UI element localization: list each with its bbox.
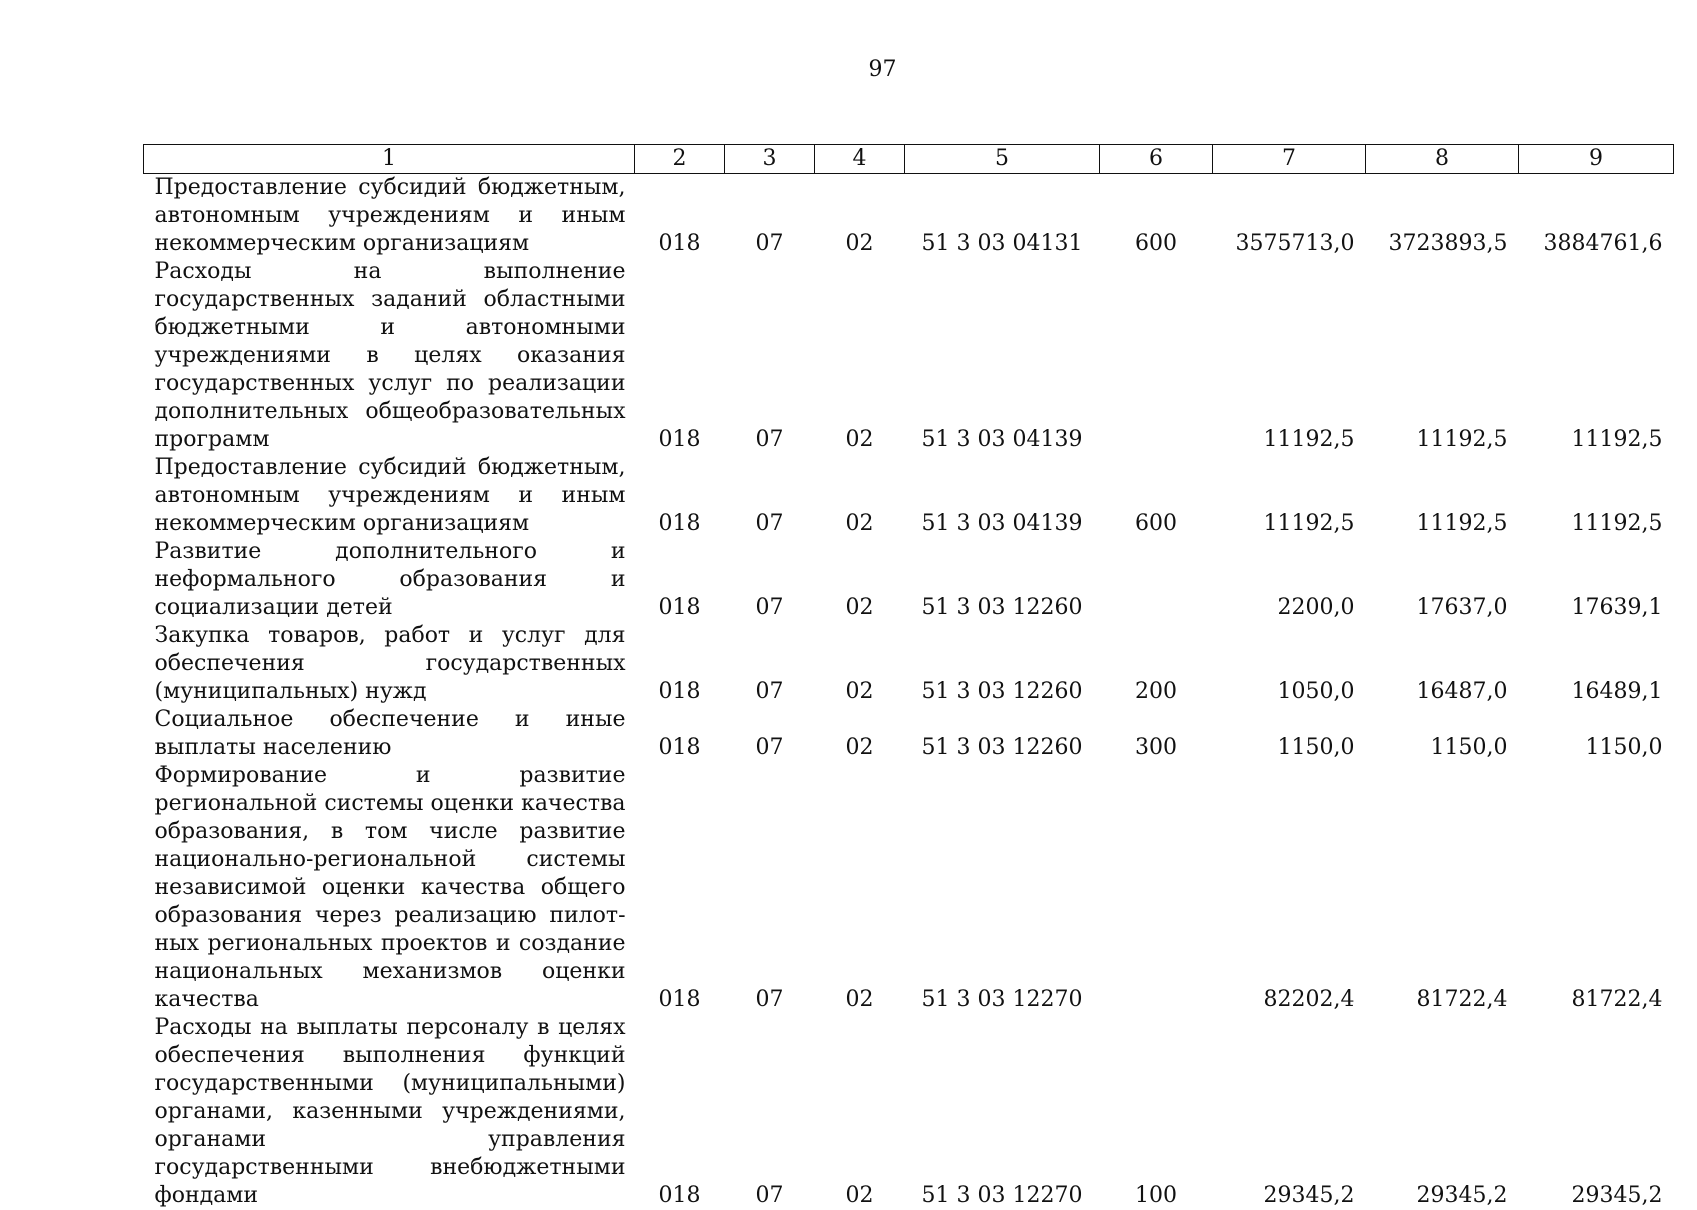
header-col-8: 8 <box>1366 145 1519 174</box>
table-row <box>144 174 1674 259</box>
row-type: 300 <box>1100 706 1213 762</box>
row-value-8: 29345,2 <box>1366 1014 1519 1210</box>
row-name: Предоставление субсидий бюджетным, автономным учреждениям и иным некоммерческим организациям <box>144 174 635 259</box>
table-row <box>144 454 1674 538</box>
row-ministry: 018 <box>635 174 725 259</box>
row-type <box>1100 538 1213 622</box>
table-row <box>144 706 1674 762</box>
row-value-7: 11192,5 <box>1213 454 1366 538</box>
header-col-5: 5 <box>905 145 1100 174</box>
header-col-7: 7 <box>1213 145 1366 174</box>
row-value-9: 17639,1 <box>1519 538 1674 622</box>
row-ministry: 018 <box>635 762 725 1014</box>
row-value-8: 1150,0 <box>1366 706 1519 762</box>
row-section: 07 <box>725 454 815 538</box>
row-value-7: 3575713,0 <box>1213 174 1366 259</box>
row-subsection: 02 <box>815 258 905 454</box>
row-subsection: 02 <box>815 454 905 538</box>
row-value-8: 11192,5 <box>1366 454 1519 538</box>
budget-table <box>143 144 1674 1210</box>
table-header <box>144 145 1674 174</box>
row-name: Развитие дополнительного и неформального образования и социализации детей <box>144 538 635 622</box>
row-section: 07 <box>725 538 815 622</box>
table-row <box>144 1014 1674 1210</box>
row-ministry: 018 <box>635 454 725 538</box>
row-name: Расходы на выплаты персоналу в целях обеспечения выполнения функций государственными (муниципальными) органами, казенными учреждениями, органами управления государственными внебюджетными фондами <box>144 1014 635 1210</box>
header-col-9: 9 <box>1519 145 1674 174</box>
row-name: Предоставление субсидий бюджетным, автономным учреждениям и иным некоммерческим организациям <box>144 454 635 538</box>
row-target: 51 3 03 04139 <box>905 454 1100 538</box>
header-col-6: 6 <box>1100 145 1213 174</box>
row-ministry: 018 <box>635 622 725 706</box>
row-value-7: 82202,4 <box>1213 762 1366 1014</box>
row-section: 07 <box>725 762 815 1014</box>
table-row <box>144 622 1674 706</box>
row-ministry: 018 <box>635 1014 725 1210</box>
page-number: 97 <box>0 56 1697 84</box>
row-target: 51 3 03 12260 <box>905 538 1100 622</box>
row-value-8: 11192,5 <box>1366 258 1519 454</box>
row-value-9: 29345,2 <box>1519 1014 1674 1210</box>
row-type: 100 <box>1100 1014 1213 1210</box>
row-value-9: 16489,1 <box>1519 622 1674 706</box>
header-col-2: 2 <box>635 145 725 174</box>
row-type: 600 <box>1100 174 1213 259</box>
row-target: 51 3 03 12270 <box>905 762 1100 1014</box>
row-value-7: 29345,2 <box>1213 1014 1366 1210</box>
row-value-7: 1150,0 <box>1213 706 1366 762</box>
row-subsection: 02 <box>815 762 905 1014</box>
row-subsection: 02 <box>815 1014 905 1210</box>
table-body <box>144 174 1674 1210</box>
row-section: 07 <box>725 174 815 259</box>
header-row <box>144 145 1674 174</box>
row-value-9: 11192,5 <box>1519 258 1674 454</box>
row-type: 200 <box>1100 622 1213 706</box>
table-row <box>144 538 1674 622</box>
table-row <box>144 258 1674 454</box>
header-col-4: 4 <box>815 145 905 174</box>
row-type <box>1100 762 1213 1014</box>
row-type: 600 <box>1100 454 1213 538</box>
header-col-3: 3 <box>725 145 815 174</box>
row-ministry: 018 <box>635 538 725 622</box>
row-target: 51 3 03 04139 <box>905 258 1100 454</box>
row-target: 51 3 03 12260 <box>905 622 1100 706</box>
row-subsection: 02 <box>815 706 905 762</box>
row-name: Социальное обеспечение и иные выплаты населению <box>144 706 635 762</box>
row-section: 07 <box>725 1014 815 1210</box>
row-section: 07 <box>725 706 815 762</box>
row-target: 51 3 03 12270 <box>905 1014 1100 1210</box>
row-value-7: 2200,0 <box>1213 538 1366 622</box>
row-value-8: 17637,0 <box>1366 538 1519 622</box>
row-section: 07 <box>725 258 815 454</box>
table-row <box>144 762 1674 1014</box>
row-value-9: 3884761,6 <box>1519 174 1674 259</box>
row-subsection: 02 <box>815 538 905 622</box>
row-type <box>1100 258 1213 454</box>
header-col-1: 1 <box>144 145 635 174</box>
row-ministry: 018 <box>635 258 725 454</box>
row-value-8: 81722,4 <box>1366 762 1519 1014</box>
row-subsection: 02 <box>815 174 905 259</box>
row-value-8: 3723893,5 <box>1366 174 1519 259</box>
row-section: 07 <box>725 622 815 706</box>
row-value-9: 81722,4 <box>1519 762 1674 1014</box>
row-name: Формирование и развитие региональной системы оценки качества образования, в том числе развитие национально-региональной системы независимой оценки качества общего образования через реализацию пилотных региональных проектов и создание национальных механизмов оценки качества <box>144 762 635 1014</box>
row-name: Закупка товаров, работ и услуг для обеспечения государственных (муниципальных) нужд <box>144 622 635 706</box>
row-value-9: 11192,5 <box>1519 454 1674 538</box>
row-ministry: 018 <box>635 706 725 762</box>
row-value-9: 1150,0 <box>1519 706 1674 762</box>
row-name: Расходы на выполнение государственных заданий областными бюджетными и автономными учреждениями в целях оказания государственных услуг по реализации дополнительных общеобразовательных программ <box>144 258 635 454</box>
row-target: 51 3 03 12260 <box>905 706 1100 762</box>
row-value-8: 16487,0 <box>1366 622 1519 706</box>
row-target: 51 3 03 04131 <box>905 174 1100 259</box>
row-value-7: 1050,0 <box>1213 622 1366 706</box>
row-value-7: 11192,5 <box>1213 258 1366 454</box>
row-subsection: 02 <box>815 622 905 706</box>
